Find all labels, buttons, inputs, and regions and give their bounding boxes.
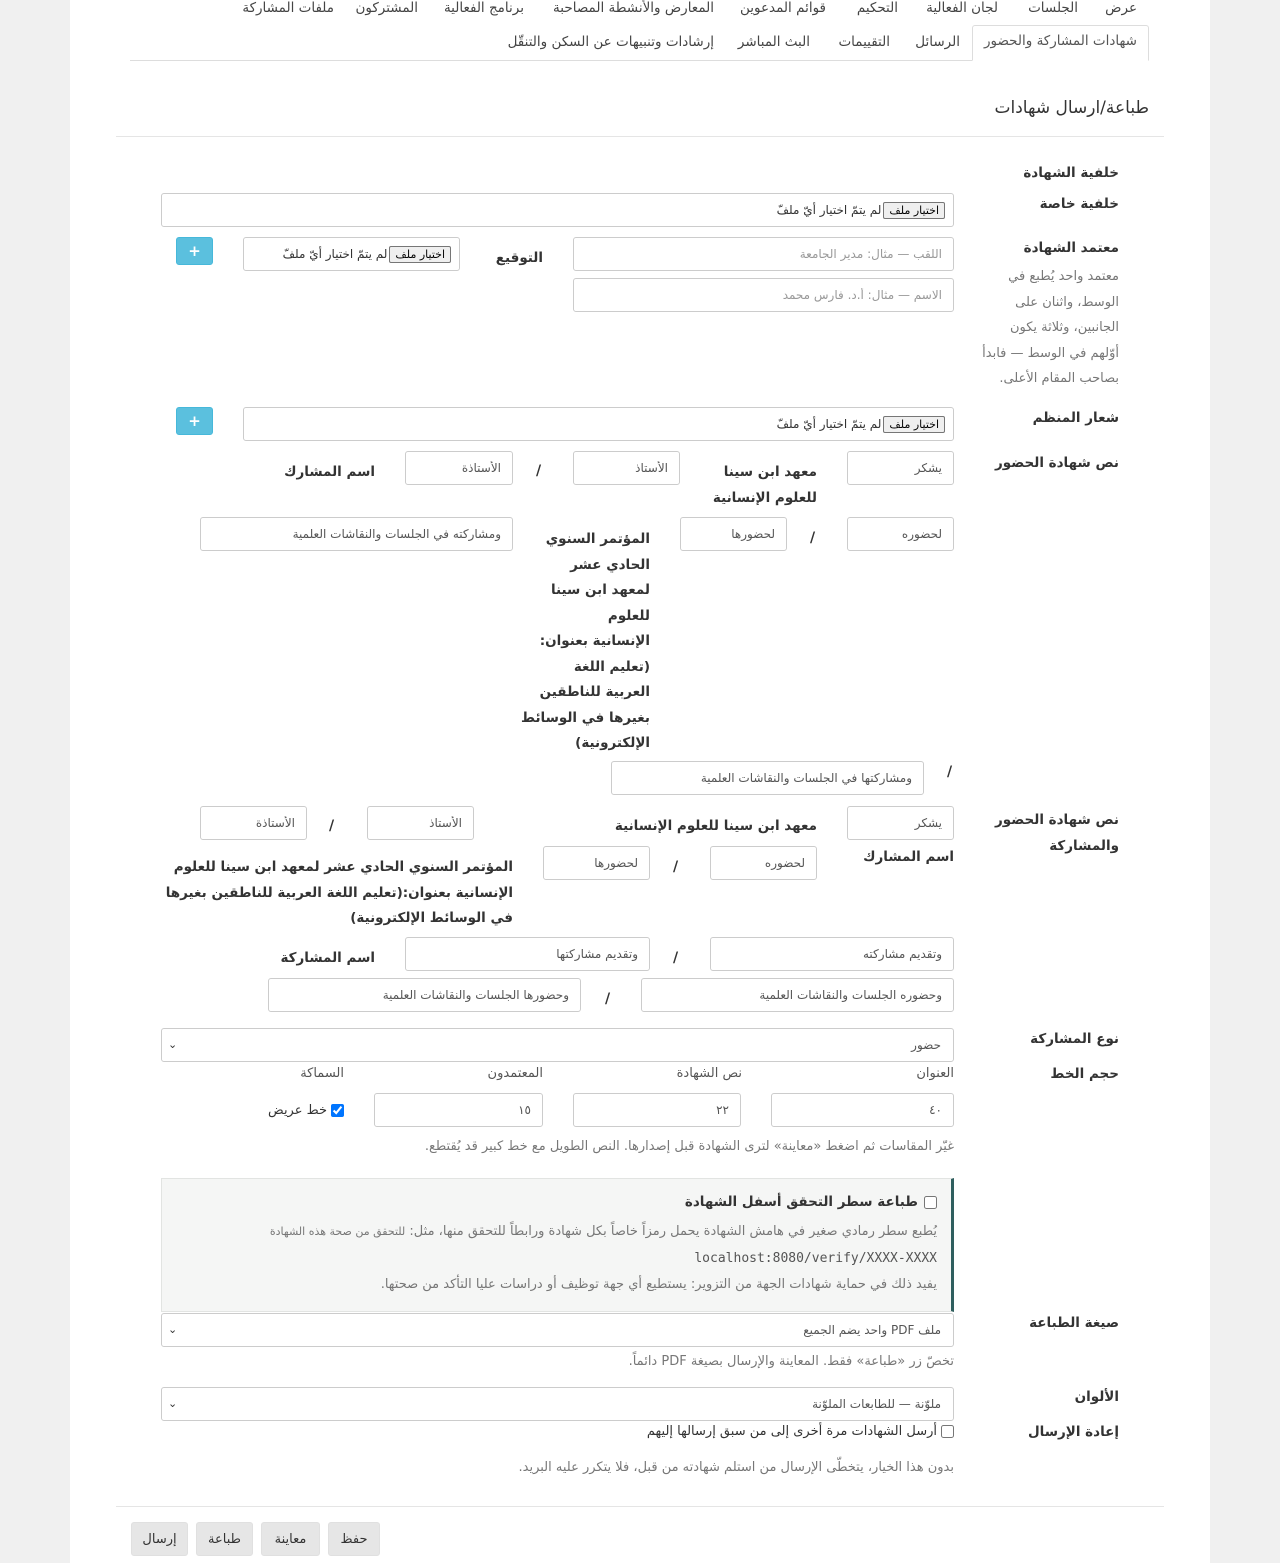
- chevron-down-icon: ⌄: [168, 1397, 178, 1410]
- text-size-input[interactable]: [573, 1093, 741, 1127]
- nav-invitees[interactable]: قوائم المدعوين: [739, 0, 826, 16]
- verify-title: طباعة سطر التحقق أسفل الشهادة: [684, 1194, 918, 1210]
- send-button[interactable]: إرسال: [131, 1522, 188, 1556]
- print-button[interactable]: طباعة: [196, 1522, 253, 1556]
- background-file-input[interactable]: [161, 193, 954, 227]
- separator-slash: /: [947, 764, 953, 780]
- title-size-label: العنوان: [916, 1066, 954, 1081]
- background-section-label: خلفية الشهادة: [1023, 165, 1119, 181]
- colors-select[interactable]: [161, 1387, 954, 1421]
- separator-slash: /: [605, 991, 611, 1007]
- no-file-text: لم يتمّ اختيار أيّ ملفّ: [776, 417, 882, 431]
- resend-label: إعادة الإرسال: [1027, 1424, 1119, 1440]
- participation-institute-text: معهد ابن سينا للعلوم الإنسانية: [614, 818, 817, 834]
- no-file-text: لم يتمّ اختيار أيّ ملفّ: [282, 247, 388, 261]
- organizer-logo-label: شعار المنظم: [1032, 410, 1119, 426]
- separator-slash: /: [673, 859, 679, 875]
- attendance-conference-text: المؤتمر السنوي الحادي عشر لمعهد ابن سينا للعلوم الإنسانية بعنوان: (تعليم اللغة العربية للناطقين بغيرها في الوسائط الإلكترونية): [521, 531, 650, 751]
- participation-for-m-input[interactable]: [710, 846, 817, 880]
- chevron-down-icon: ⌄: [168, 1323, 178, 1336]
- verify-toggle[interactable]: [685, 1194, 937, 1210]
- resend-checkbox[interactable]: [941, 1425, 954, 1438]
- thickness-label: السماكة: [300, 1066, 344, 1081]
- participation-presenting-f-input[interactable]: [405, 937, 650, 971]
- add-logo-button[interactable]: +: [176, 407, 213, 435]
- participation-for-f-input[interactable]: [543, 846, 650, 880]
- print-format-hint: تخصّ زر «طباعة» فقط. المعاينة والإرسال بصيغة PDF دائماً.: [628, 1354, 954, 1369]
- bold-label: خط عريض: [268, 1103, 327, 1118]
- approver-name-input[interactable]: [573, 278, 954, 312]
- separator-slash: /: [673, 950, 679, 966]
- approver-description: معتمد واحد يُطبع في الوسط، واثنان على الجانبين، وثلاثة يكون أوّلهم في الوسط — فابدأ بصاحب المقام الأعلى.: [982, 269, 1119, 386]
- verify-benefit-text: يفيد ذلك في حماية شهادات الجهة من التزوير: يستطيع أي جهة توظيف أو دراسات عليا التأكد من صحتها.: [380, 1277, 937, 1292]
- nav-exhibitions[interactable]: المعارض والأنشطة المصاحبة: [553, 0, 714, 16]
- approver-title-input[interactable]: [573, 237, 954, 271]
- nav-review[interactable]: التحكيم: [856, 0, 898, 16]
- participation-mr-input[interactable]: [367, 806, 474, 840]
- attendance-mrs-input[interactable]: [405, 451, 513, 485]
- text-size-label: نص الشهادة: [676, 1066, 742, 1081]
- separator-slash: /: [810, 530, 816, 546]
- separator-slash: /: [329, 818, 335, 834]
- nav-files[interactable]: ملفات المشاركة: [242, 0, 334, 16]
- print-format-value: ملف PDF واحد يضم الجميع: [803, 1323, 941, 1337]
- title-size-input[interactable]: [771, 1093, 954, 1127]
- chevron-down-icon: ⌄: [168, 1038, 178, 1051]
- participation-type-select[interactable]: [161, 1028, 954, 1062]
- approver-label: معتمد الشهادة: [1023, 240, 1119, 256]
- save-button[interactable]: حفظ: [328, 1522, 380, 1556]
- nav-sessions[interactable]: الجلسات: [1028, 0, 1078, 16]
- choose-file-button[interactable]: اختيار ملف: [389, 246, 451, 263]
- participation-thanks-input[interactable]: [847, 806, 954, 840]
- verify-description: يُطبع سطر رمادي صغير في هامش الشهادة يحمل رمزاً خاصاً بكل شهادة ورابطاً للتحقق منها، مثل: للتحقق من صحة هذه الشهادة: [269, 1224, 937, 1239]
- participation-text-label: نص شهادة الحضور والمشاركة: [994, 812, 1119, 854]
- resend-checkbox-label: أرسل الشهادات مرة أخرى إلى من سبق إرسالها إليهم: [646, 1424, 937, 1439]
- actions-divider: [116, 1506, 1164, 1507]
- choose-file-button[interactable]: اختيار ملف: [883, 202, 945, 219]
- tab-certificates[interactable]: شهادات المشاركة والحضور: [972, 25, 1149, 61]
- attendance-participation-m-input[interactable]: [200, 517, 513, 551]
- participation-mrs-input[interactable]: [200, 806, 307, 840]
- nav-participants[interactable]: المشتركون: [355, 0, 418, 16]
- page-container: [70, 0, 1210, 1563]
- attendance-mr-input[interactable]: [573, 451, 680, 485]
- font-size-label: حجم الخط: [1050, 1066, 1119, 1082]
- verify-checkbox[interactable]: [924, 1196, 937, 1209]
- participation-presenting-m-input[interactable]: [710, 937, 954, 971]
- colors-label: الألوان: [1074, 1389, 1119, 1405]
- approvers-size-input[interactable]: [374, 1093, 543, 1127]
- participant-name-placeholder: اسم المشارك: [284, 464, 375, 480]
- preview-button[interactable]: معاينة: [261, 1522, 320, 1556]
- nav-view[interactable]: عرض: [1105, 0, 1137, 16]
- attendance-for-m-input[interactable]: [847, 517, 954, 551]
- participation-conference-text: المؤتمر السنوي الحادي عشر لمعهد ابن سينا للعلوم الإنسانية بعنوان:(تعليم اللغة العربية للناطقين بغيرها في الوسائط الإلكترونية): [165, 859, 513, 926]
- tab-housing[interactable]: إرشادات وتنبيهات عن السكن والتنقّل: [507, 34, 714, 50]
- resend-hint: بدون هذا الخيار، يتخطّى الإرسال من استلم شهادته من قبل، فلا يتكرر عليه البريد.: [518, 1460, 954, 1475]
- attendance-text-label: نص شهادة الحضور: [994, 455, 1119, 471]
- participation-type-value: حضور: [911, 1038, 941, 1052]
- attendance-institute-text: معهد ابن سينا للعلوم الإنسانية: [712, 464, 817, 506]
- participation-type-label: نوع المشاركة: [1030, 1031, 1119, 1047]
- attendance-participation-f-input[interactable]: [611, 761, 924, 795]
- font-size-hint: غيّر المقاسات ثم اضغط «معاينة» لترى الشهادة قبل إصدارها. النص الطويل مع خط كبير قد يُقتطع.: [424, 1139, 954, 1154]
- colors-value: ملوّنة — للطابعات الملوّنة: [812, 1397, 941, 1411]
- title-divider: [116, 136, 1164, 137]
- tab-live-stream[interactable]: البث المباشر: [737, 34, 810, 50]
- participant-name-f-placeholder: اسم المشاركة: [280, 950, 375, 966]
- custom-background-label: خلفية خاصة: [1039, 196, 1119, 212]
- bold-checkbox[interactable]: [331, 1104, 344, 1117]
- print-format-label: صيغة الطباعة: [1029, 1315, 1119, 1331]
- verify-url-example: localhost:8080/verify/XXXX-XXXX: [694, 1251, 937, 1266]
- attendance-thanks-input[interactable]: [847, 451, 954, 485]
- nav-committees[interactable]: لجان الفعالية: [926, 0, 998, 16]
- print-format-select[interactable]: [161, 1313, 954, 1347]
- participant-name-m-placeholder: اسم المشارك: [863, 849, 954, 865]
- nav-program[interactable]: برنامج الفعالية: [443, 0, 524, 16]
- tab-evaluations[interactable]: التقييمات: [838, 34, 890, 50]
- participation-sessions-f-input[interactable]: [268, 978, 581, 1012]
- signature-label: التوقيع: [495, 250, 543, 266]
- add-approver-button[interactable]: +: [176, 237, 213, 265]
- approvers-size-label: المعتمدون: [487, 1066, 543, 1081]
- no-file-text: لم يتمّ اختيار أيّ ملفّ: [776, 203, 882, 217]
- page-title: طباعة/ارسال شهادات: [994, 98, 1149, 118]
- attendance-for-f-input[interactable]: [680, 517, 787, 551]
- choose-file-button[interactable]: اختيار ملف: [883, 416, 945, 433]
- separator-slash: /: [536, 463, 542, 479]
- participation-sessions-m-input[interactable]: [641, 978, 954, 1012]
- resend-toggle[interactable]: [647, 1424, 954, 1439]
- signature-file-input[interactable]: [243, 237, 460, 271]
- bold-toggle[interactable]: [268, 1103, 344, 1118]
- logo-file-input[interactable]: [243, 407, 954, 441]
- tab-messages[interactable]: الرسائل: [915, 34, 960, 50]
